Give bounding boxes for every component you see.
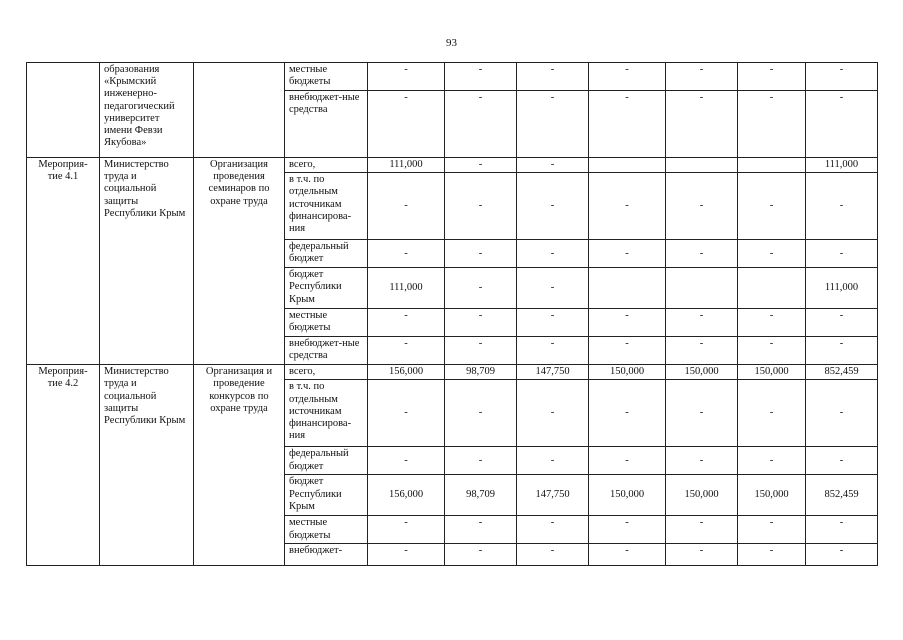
executor-cell: Министерство труда и социальной защиты Республики Крым: [100, 158, 194, 365]
amount-cell: -: [445, 268, 517, 309]
amount-cell: -: [666, 63, 738, 91]
amount-cell: -: [517, 63, 589, 91]
amount-cell: -: [738, 337, 806, 365]
amount-cell: -: [738, 516, 806, 544]
amount-cell: 852,459: [806, 365, 878, 380]
amount-cell: 150,000: [589, 475, 666, 516]
amount-cell: -: [517, 380, 589, 447]
amount-cell: -: [738, 309, 806, 337]
amount-cell: [738, 268, 806, 309]
amount-cell: 98,709: [445, 475, 517, 516]
funding-source-cell: внебюджет-ные средства: [285, 91, 368, 158]
amount-cell: -: [517, 240, 589, 268]
funding-source-cell: внебюджет-ные средства: [285, 337, 368, 365]
funding-source-cell: федеральный бюджет: [285, 240, 368, 268]
amount-cell: -: [368, 544, 445, 566]
amount-cell: -: [666, 380, 738, 447]
amount-cell: 111,000: [368, 268, 445, 309]
amount-cell: 150,000: [738, 475, 806, 516]
amount-cell: -: [517, 337, 589, 365]
amount-cell: 111,000: [806, 268, 878, 309]
amount-cell: -: [666, 91, 738, 158]
amount-cell: 150,000: [589, 365, 666, 380]
amount-cell: -: [589, 380, 666, 447]
amount-cell: [738, 158, 806, 173]
amount-cell: -: [368, 173, 445, 240]
amount-cell: -: [445, 240, 517, 268]
executor-cell: образования «Крымский инженерно-педагогический университет имени Февзи Якубова»: [100, 63, 194, 158]
amount-cell: -: [589, 91, 666, 158]
amount-cell: -: [517, 173, 589, 240]
funding-source-cell: в т.ч. по отдельным источникам финансирова-ния: [285, 173, 368, 240]
amount-cell: 852,459: [806, 475, 878, 516]
funding-source-cell: всего,: [285, 365, 368, 380]
amount-cell: -: [589, 544, 666, 566]
funding-source-cell: местные бюджеты: [285, 309, 368, 337]
amount-cell: -: [445, 173, 517, 240]
page-number: 93: [446, 37, 457, 49]
amount-cell: -: [445, 337, 517, 365]
amount-cell: 156,000: [368, 475, 445, 516]
table-row: [27, 158, 878, 173]
amount-cell: 147,750: [517, 475, 589, 516]
amount-cell: -: [517, 91, 589, 158]
amount-cell: 98,709: [445, 365, 517, 380]
amount-cell: -: [738, 91, 806, 158]
amount-cell: [589, 158, 666, 173]
amount-cell: -: [806, 380, 878, 447]
amount-cell: -: [445, 516, 517, 544]
table-row: [27, 63, 878, 91]
amount-cell: -: [445, 544, 517, 566]
amount-cell: -: [517, 268, 589, 309]
amount-cell: [666, 158, 738, 173]
amount-cell: -: [589, 63, 666, 91]
amount-cell: -: [368, 337, 445, 365]
amount-cell: -: [368, 240, 445, 268]
amount-cell: -: [445, 380, 517, 447]
amount-cell: -: [806, 544, 878, 566]
amount-cell: -: [589, 173, 666, 240]
amount-cell: -: [806, 447, 878, 475]
amount-cell: -: [738, 447, 806, 475]
funding-source-cell: местные бюджеты: [285, 516, 368, 544]
amount-cell: -: [806, 173, 878, 240]
amount-cell: -: [589, 309, 666, 337]
amount-cell: -: [517, 309, 589, 337]
amount-cell: -: [806, 63, 878, 91]
amount-cell: 150,000: [666, 475, 738, 516]
amount-cell: -: [517, 516, 589, 544]
amount-cell: -: [589, 447, 666, 475]
amount-cell: -: [517, 158, 589, 173]
amount-cell: -: [738, 63, 806, 91]
amount-cell: -: [738, 240, 806, 268]
amount-cell: -: [806, 240, 878, 268]
amount-cell: -: [445, 158, 517, 173]
amount-cell: -: [806, 91, 878, 158]
amount-cell: 147,750: [517, 365, 589, 380]
table-row: [27, 365, 878, 380]
amount-cell: -: [738, 380, 806, 447]
amount-cell: -: [589, 337, 666, 365]
amount-cell: 156,000: [368, 365, 445, 380]
funding-source-cell: бюджет Республики Крым: [285, 268, 368, 309]
amount-cell: 111,000: [806, 158, 878, 173]
funding-source-cell: местные бюджеты: [285, 63, 368, 91]
measure-cell: [27, 63, 100, 158]
amount-cell: -: [368, 447, 445, 475]
amount-cell: -: [517, 447, 589, 475]
amount-cell: -: [589, 240, 666, 268]
amount-cell: 150,000: [738, 365, 806, 380]
amount-cell: -: [517, 544, 589, 566]
funding-source-cell: внебюджет-: [285, 544, 368, 566]
amount-cell: -: [666, 337, 738, 365]
amount-cell: -: [666, 447, 738, 475]
measure-cell: Мероприя-тие 4.1: [27, 158, 100, 365]
amount-cell: -: [589, 516, 666, 544]
executor-cell: Министерство труда и социальной защиты Республики Крым: [100, 365, 194, 566]
amount-cell: -: [666, 173, 738, 240]
amount-cell: -: [738, 544, 806, 566]
amount-cell: -: [368, 91, 445, 158]
action-cell: Организация и проведение конкурсов по охране труда: [194, 365, 285, 566]
amount-cell: -: [445, 63, 517, 91]
amount-cell: -: [445, 91, 517, 158]
amount-cell: -: [368, 380, 445, 447]
amount-cell: -: [806, 516, 878, 544]
amount-cell: -: [445, 447, 517, 475]
amount-cell: -: [666, 309, 738, 337]
funding-source-cell: федеральный бюджет: [285, 447, 368, 475]
amount-cell: -: [806, 337, 878, 365]
action-cell: [194, 63, 285, 158]
amount-cell: -: [445, 309, 517, 337]
amount-cell: -: [666, 544, 738, 566]
financing-table: [26, 62, 878, 566]
amount-cell: -: [368, 516, 445, 544]
amount-cell: -: [806, 309, 878, 337]
amount-cell: -: [368, 63, 445, 91]
funding-source-cell: в т.ч. по отдельным источникам финансирова-ния: [285, 380, 368, 447]
amount-cell: -: [738, 173, 806, 240]
amount-cell: 150,000: [666, 365, 738, 380]
amount-cell: 111,000: [368, 158, 445, 173]
amount-cell: -: [666, 516, 738, 544]
amount-cell: [589, 268, 666, 309]
action-cell: Организация проведения семинаров по охране труда: [194, 158, 285, 365]
amount-cell: -: [666, 240, 738, 268]
measure-cell: Мероприя-тие 4.2: [27, 365, 100, 566]
funding-source-cell: бюджет Республики Крым: [285, 475, 368, 516]
amount-cell: -: [368, 309, 445, 337]
funding-source-cell: всего,: [285, 158, 368, 173]
amount-cell: [666, 268, 738, 309]
